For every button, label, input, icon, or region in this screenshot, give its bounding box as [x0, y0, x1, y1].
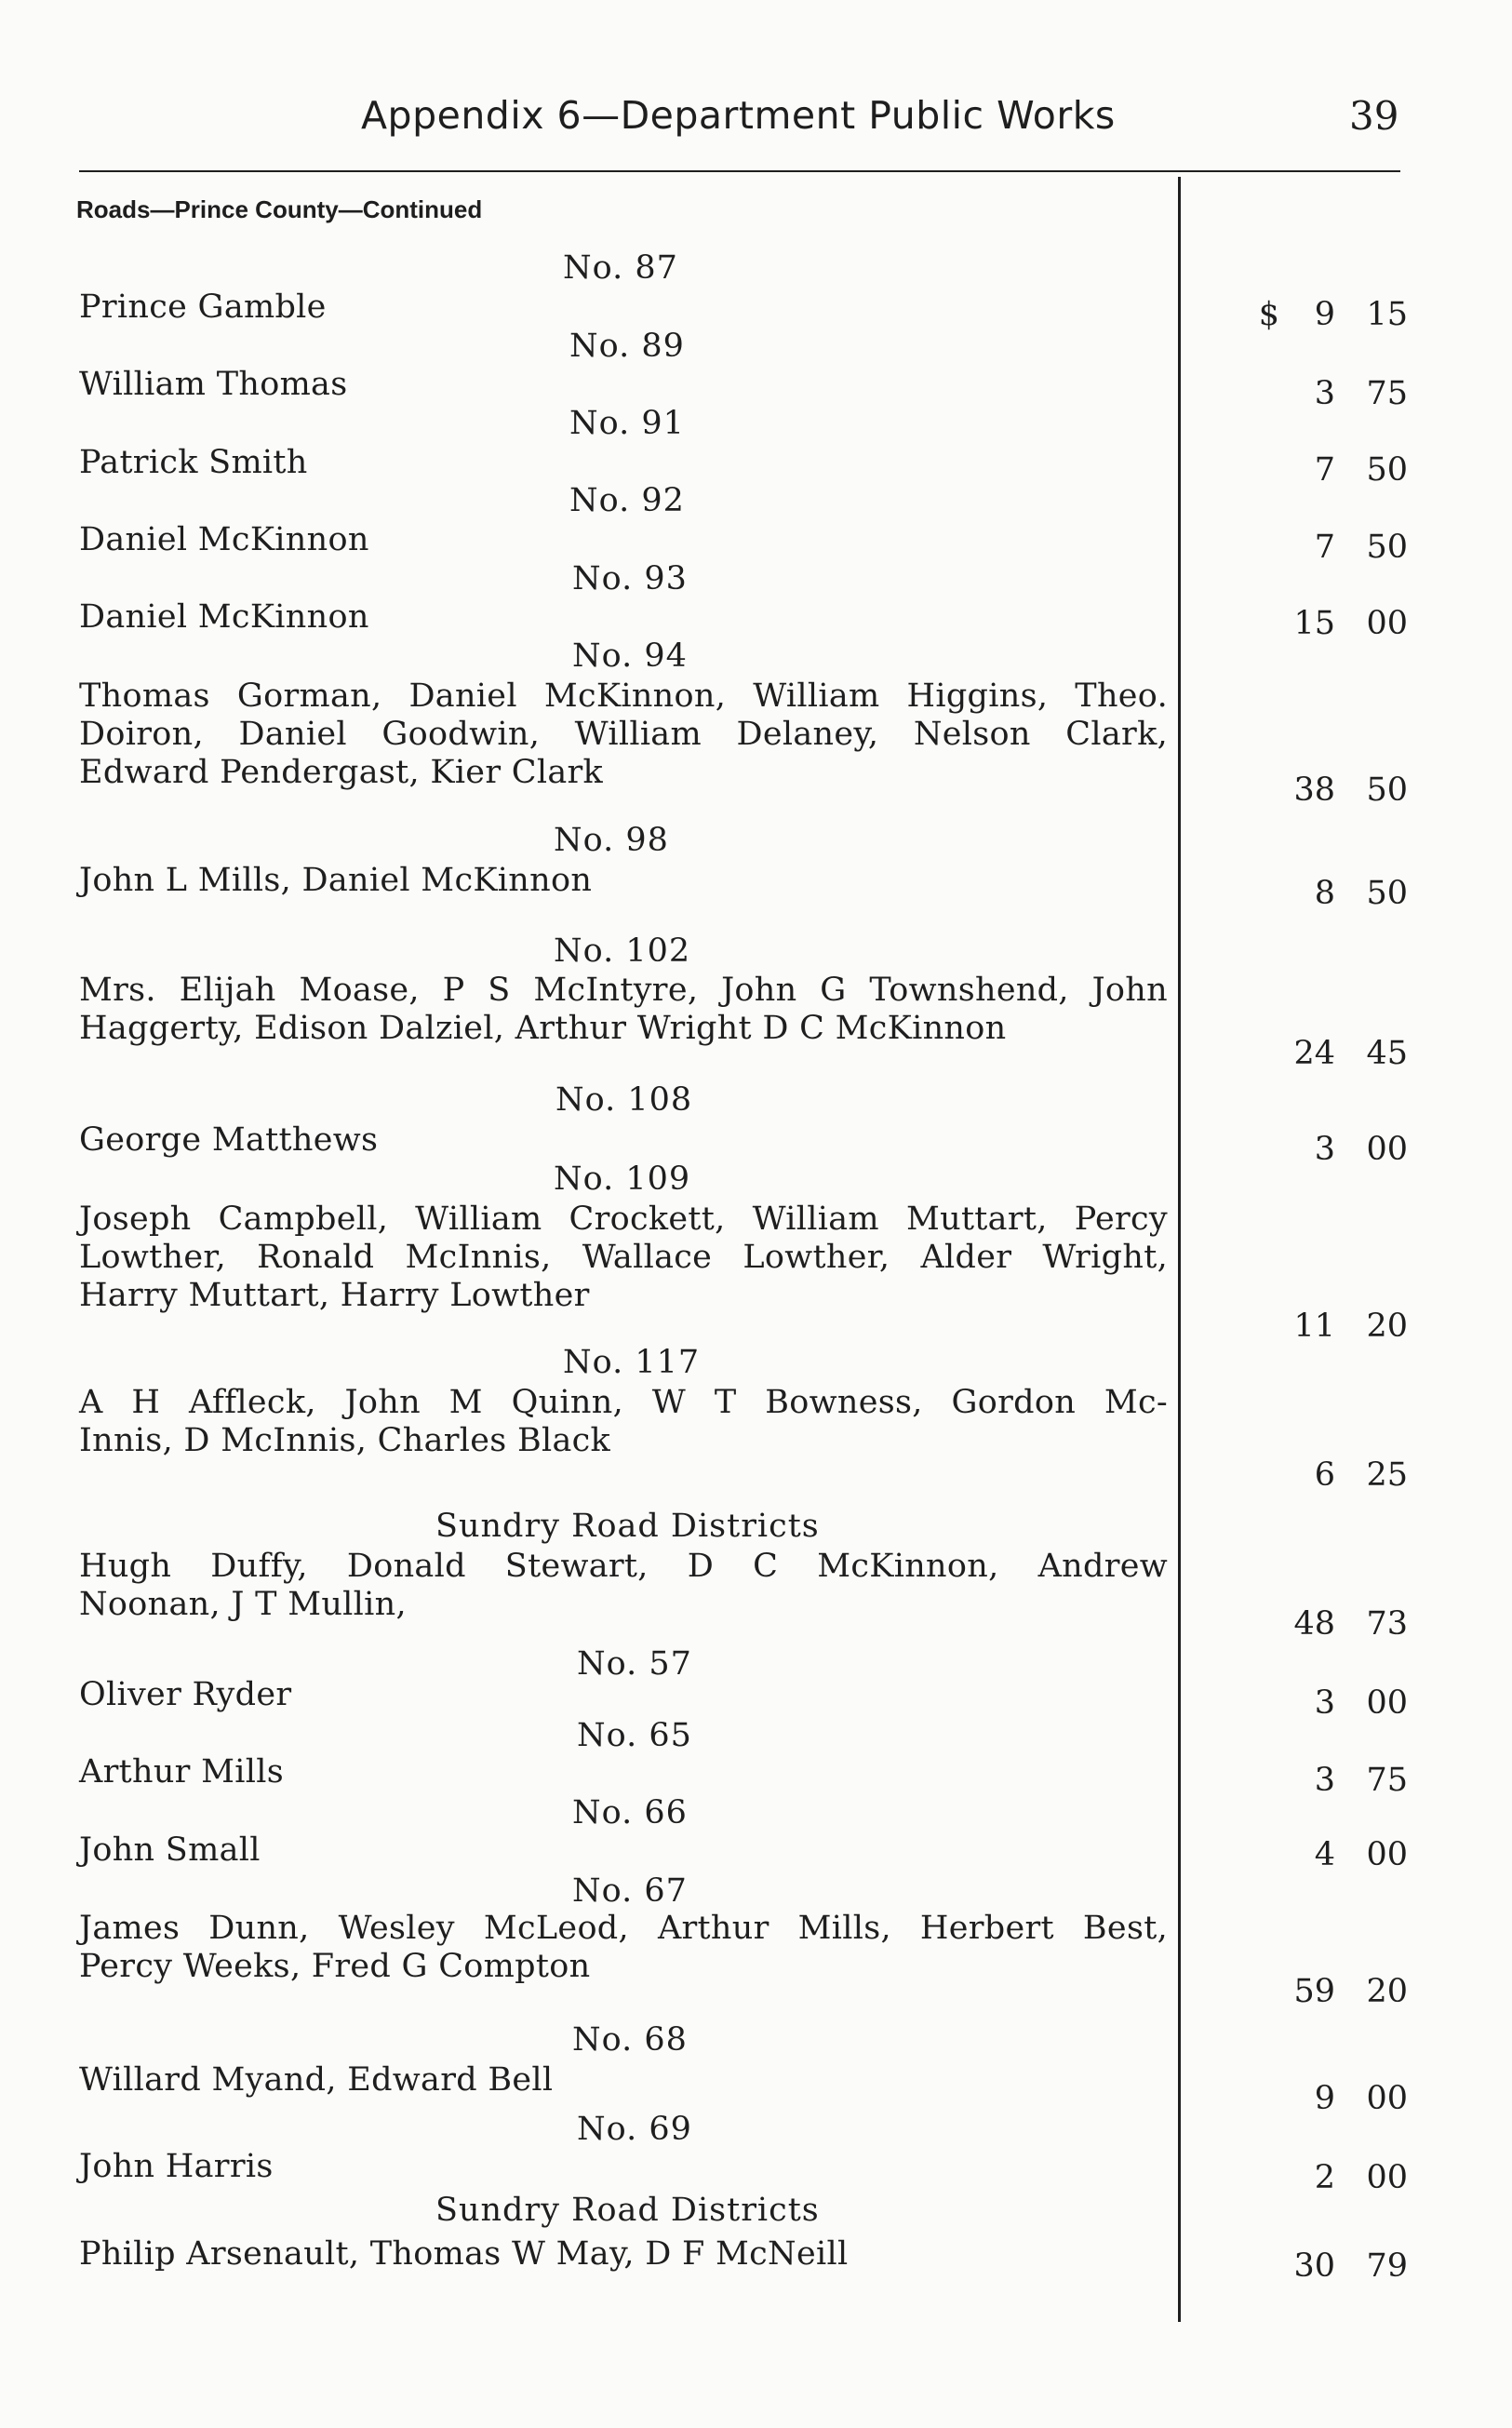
amount-cents: 00 [1366, 1836, 1408, 1873]
amount-dollars: 48 [1293, 1605, 1335, 1643]
district-heading: No. 98 [554, 822, 669, 859]
amount-cents: 15 [1366, 296, 1408, 333]
amount-dollars: 3 [1314, 1684, 1335, 1722]
payee-names [79, 677, 1168, 792]
district-heading: No. 91 [569, 405, 685, 442]
amount-dollars: 9 [1314, 2080, 1335, 2117]
payee-line: William Thomas [79, 366, 348, 403]
payee-names [79, 1548, 1168, 1624]
amount [1315, 1836, 1408, 1873]
district-heading: No. 87 [563, 249, 678, 287]
amount-cents: 50 [1366, 451, 1408, 489]
payee-names [79, 1910, 1168, 1986]
amount-cents: 00 [1366, 605, 1408, 642]
payee-names [79, 972, 1168, 1048]
payee-line: John Small [79, 1831, 261, 1869]
district-heading: No. 66 [572, 1794, 688, 1831]
payee-line: A H Affleck, John M Quinn, W T Bowness, Gordon Mc- [79, 1384, 1168, 1421]
amount [1315, 2159, 1408, 2196]
payee-names [79, 1676, 1168, 1714]
district-heading: No. 109 [554, 1160, 691, 1198]
payee-names [79, 1831, 1168, 1870]
district-heading: No. 65 [577, 1717, 692, 1754]
payee-line: Harry Muttart, Harry Lowther [79, 1277, 590, 1314]
payee-line: Hugh Duffy, Donald Stewart, D C McKinnon, Andrew [79, 1548, 1168, 1585]
amount [1315, 1684, 1408, 1722]
amount-cents: 73 [1366, 1605, 1408, 1643]
payee-names [79, 1384, 1168, 1460]
payee-line: Innis, D McInnis, Charles Black [79, 1422, 611, 1459]
payee-line: Joseph Campbell, William Crockett, William Muttart, Percy [79, 1201, 1168, 1238]
amount-cents: 75 [1366, 375, 1408, 412]
amount-cents: 00 [1366, 2159, 1408, 2196]
amount-cents: 50 [1366, 771, 1408, 809]
amount-cents: 50 [1366, 529, 1408, 566]
amount-cents: 00 [1366, 2080, 1408, 2117]
district-heading: No. 67 [572, 1872, 688, 1910]
district-heading: No. 117 [563, 1344, 701, 1381]
amount-dollars: 3 [1314, 375, 1335, 412]
amount [1293, 1308, 1408, 1345]
payee-line: John L Mills, Daniel McKinnon [79, 862, 593, 899]
amount-cents: 20 [1366, 1308, 1408, 1345]
amount [1315, 875, 1408, 912]
payee-line: John Harris [79, 2148, 274, 2185]
payee-line: Noonan, J T Mullin, [79, 1586, 407, 1623]
payee-line: Thomas Gorman, Daniel McKinnon, William Higgins, Theo. [79, 677, 1168, 715]
payee-line: Doiron, Daniel Goodwin, William Delaney, Nelson Clark, [79, 716, 1168, 753]
amount-cents: 79 [1366, 2247, 1408, 2285]
district-heading: No. 94 [572, 637, 688, 675]
payee-line: Arthur Mills [79, 1753, 284, 1791]
payee-line: James Dunn, Wesley McLeod, Arthur Mills, Herbert Best, [79, 1910, 1168, 1947]
district-heading: Sundry Road Districts [435, 2192, 820, 2229]
amount-cents: 75 [1366, 1762, 1408, 1799]
payee-line: Willard Myand, Edward Bell [79, 2061, 554, 2099]
amount-dollars: 7 [1314, 451, 1335, 489]
payee-line: George Matthews [79, 1121, 379, 1159]
amount-dollars: 15 [1293, 605, 1335, 642]
payee-line: Patrick Smith [79, 444, 308, 481]
amount [1315, 1762, 1408, 1799]
payee-line: Daniel McKinnon [79, 521, 369, 558]
amount [1293, 2247, 1408, 2285]
page-number: 39 [1349, 93, 1399, 139]
payee-names [79, 2235, 1168, 2274]
district-heading: No. 93 [572, 560, 688, 597]
header-rule [79, 170, 1400, 172]
payee-names [79, 862, 1168, 900]
payee-line: Prince Gamble [79, 288, 327, 326]
amount-cents: 00 [1366, 1131, 1408, 1168]
amount-dollars: 8 [1314, 875, 1335, 912]
amount-dollars: 4 [1314, 1836, 1335, 1873]
amount-dollars: 38 [1293, 771, 1335, 809]
payee-names [79, 1121, 1168, 1160]
payee-line: Lowther, Ronald McInnis, Wallace Lowther, Alder Wright, [79, 1239, 1168, 1276]
payee-names [79, 444, 1168, 482]
amount-dollars: 6 [1314, 1456, 1335, 1494]
payee-line: Percy Weeks, Fred G Compton [79, 1948, 591, 1985]
district-heading: No. 68 [572, 2021, 688, 2059]
district-heading: No. 108 [555, 1081, 693, 1119]
district-heading: No. 69 [577, 2111, 692, 2148]
amount-dollars: 2 [1314, 2159, 1335, 2196]
payee-names [79, 1201, 1168, 1315]
payee-names [79, 366, 1168, 404]
amount [1315, 529, 1408, 566]
amount-cents: 25 [1366, 1456, 1408, 1494]
district-heading: No. 89 [569, 328, 685, 365]
amount-cents: 45 [1366, 1035, 1408, 1072]
amount [1315, 375, 1408, 412]
amount-cents: 20 [1366, 1973, 1408, 2010]
payee-line: Mrs. Elijah Moase, P S McIntyre, John G Townshend, John [79, 972, 1168, 1009]
amount-dollars: 7 [1314, 529, 1335, 566]
district-heading: No. 102 [554, 932, 691, 970]
amount [1259, 296, 1408, 333]
amount-dollars: 9 [1314, 296, 1335, 333]
amount [1315, 1131, 1408, 1168]
payee-line: Oliver Ryder [79, 1676, 292, 1713]
payee-names [79, 2148, 1168, 2186]
amount [1293, 1035, 1408, 1072]
payee-line: Edward Pendergast, Kier Clark [79, 754, 604, 791]
payee-names [79, 521, 1168, 559]
amount-dollars: 59 [1293, 1973, 1335, 2010]
amount [1293, 605, 1408, 642]
amount-cents: 50 [1366, 875, 1408, 912]
amount [1315, 2080, 1408, 2117]
amount-dollars: 3 [1314, 1762, 1335, 1799]
amount-dollars: 30 [1293, 2247, 1335, 2285]
payee-line: Daniel McKinnon [79, 598, 369, 636]
amount-dollars: 11 [1293, 1308, 1335, 1345]
amount-column-rule [1178, 177, 1181, 2322]
running-header: Appendix 6—Department Public Works [361, 93, 1116, 138]
district-heading: No. 92 [569, 482, 685, 519]
district-heading: Sundry Road Districts [435, 1508, 820, 1545]
payee-names [79, 2061, 1168, 2099]
amount-cents: 00 [1366, 1684, 1408, 1722]
payee-names [79, 288, 1168, 327]
district-heading: No. 57 [577, 1645, 692, 1683]
payee-line: Philip Arsenault, Thomas W May, D F McNeill [79, 2235, 849, 2273]
currency-symbol: $ [1258, 296, 1279, 333]
amount-dollars: 3 [1314, 1131, 1335, 1168]
amount [1293, 1605, 1408, 1643]
amount [1293, 1973, 1408, 2010]
amount [1315, 1456, 1408, 1494]
payee-names [79, 598, 1168, 637]
payee-line: Haggerty, Edison Dalziel, Arthur Wright D C McKinnon [79, 1010, 1007, 1047]
amount-dollars: 24 [1293, 1035, 1335, 1072]
amount [1315, 451, 1408, 489]
section-title: Roads—Prince County—Continued [76, 195, 483, 223]
payee-names [79, 1753, 1168, 1791]
amount [1293, 771, 1408, 809]
